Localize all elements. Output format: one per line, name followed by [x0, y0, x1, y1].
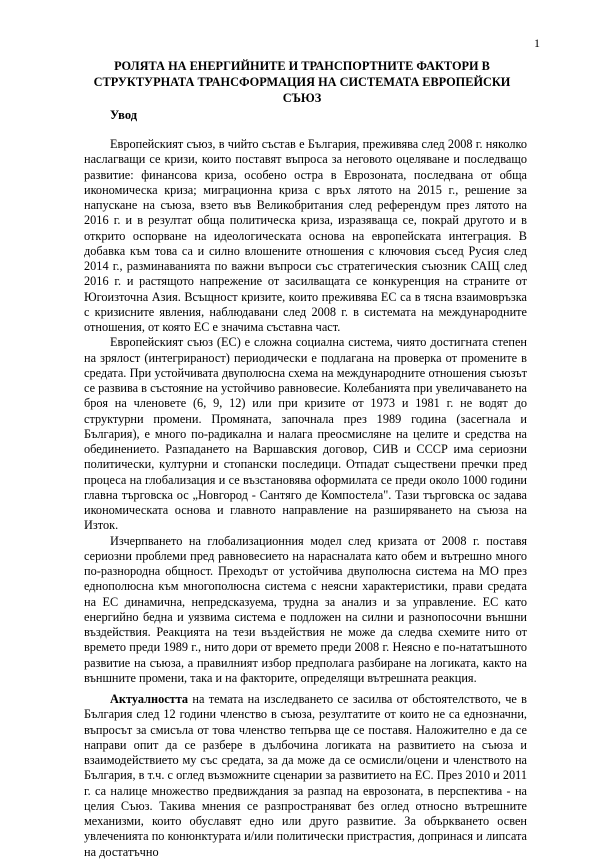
paragraph-actuality [84, 692, 527, 860]
paragraph-3: Изчерпването на глобализационния модел след кризата от 2008 г. поставя сериозни проблеми пред равновесието на нарасналата като обем и вътрешно много по-разнородна общност. Преходът от устойчива двуполюсна система на МО през еднополюсна към многополюсна система с неясни характеристики, прави средата на ЕС динамична, непредсказуема, трудна за анализ и за управление. ЕС като енергийно бедна и уязвима система е подложен на силни и разнопосочни външни въздействия. Реакцията на тези въздействия не може да следва схемите нито от времето преди 1989 г., нито дори от времето преди 2008 г. Неясно е по-нататъшното развитие на съюза, а правилният избор предполага разбиране на логиката, както на външните промени, така и на факторите, определящи вътрешната реакция. [84, 533, 527, 685]
actuality-lead: Актуалността [110, 692, 189, 706]
actuality-text: на темата на изследването се засилва от обстоятелството, че в България след 12 години членство в съюза, резултатите от които не са еднозначни, въпросът за смисъла от това членство тепърва ще се поставя. Наложително е да се направи опит да се разбере в дълбочина логиката на развитието на съюза и взаимодействието му със средата, за да може да се осмисли/оцени и членството на България, в т.ч. с оглед възможните сценарии за развитието на ЕС. През 2010 и 2011 г. са налице множество предвиждания за разпад на еврозоната, в перспектива - на целия Съюз. Такива мнения се разпространяват без оглед относно вътрешните механизми, които обуславят едно или друго развитие. За объркването освен увлеченията по конюнктурата и/или политически пристрастия, допринася и липсата на достатъчно [84, 692, 527, 859]
document-title: РОЛЯТА НА ЕНЕРГИЙНИТЕ И ТРАНСПОРТНИТЕ ФАКТОРИ В СТРУКТУРНАТА ТРАНСФОРМАЦИЯ НА СИСТЕМАТА ЕВРОПЕЙСКИ СЪЮЗ [93, 59, 511, 105]
paragraph-1: Европейският съюз, в чийто състав е България, преживява след 2008 г. няколко наслагващи се кризи, които поставят въпроса за неговото оцеляване и последващо развитие: финансова криза, особено остра в Еврозоната, последвана от обща икономическа криза; миграционна криза с връх лятото на 2015 г., решение за напускане на съюза, взето във Великобритания след референдум през лятото на 2016 г. и в резултат обща политическа криза, изразяваща се, покрай другото и в открито оспорване на идеологическата основа на европейската интеграция. В добавка към това са и силно влошените отношения с ключовия съсед Русия след 2014 г., разминаванията по важни въпроси със стратегическия съюзник САЩ след 2016 г. и растящото напрежение от засилващата се конкуренция на страните от Югоизточна Азия. Всъщност кризите, които преживява ЕС са в тясна взаимовръзка с кризисните явления, наблюдавани след 2008 г. в системата на международните отношения, от която ЕС е значима съставна част. [84, 137, 527, 334]
document-body [84, 137, 527, 860]
page-number: 1 [534, 36, 540, 50]
paragraph-2: Европейският съюз (ЕС) е сложна социална система, чиято достигната степен на зрялост (интегрираност) периодически е подлагана на проверка от промените в средата. При устойчивата двуполюсна схема на международните отношения съюзът се развива в състояние на устойчиво равновесие. Колебанията при увеличаването на броя на членовете (6, 9, 12) или при кризите от 1973 и 1981 г. не водят до структурни промени. Промяната, започнала през 1989 година (засегнала и България), е много по-радикална и налага преосмисляне на целите и средства на обединението. Разпадането на Варшавския договор, СИВ и СССР има сериозни политически, културни и стопански последици. Отпадат съществени пречки пред процеса на глобализация и се възстановява оформилата се преди около 1000 години главна търговска ос „Новгород - Сантяго де Компостела". Тази търговска ос задава икономическата основа и главното направление на разширяването на съюза на Изток. [84, 335, 527, 533]
section-heading-intro: Увод [110, 108, 138, 122]
